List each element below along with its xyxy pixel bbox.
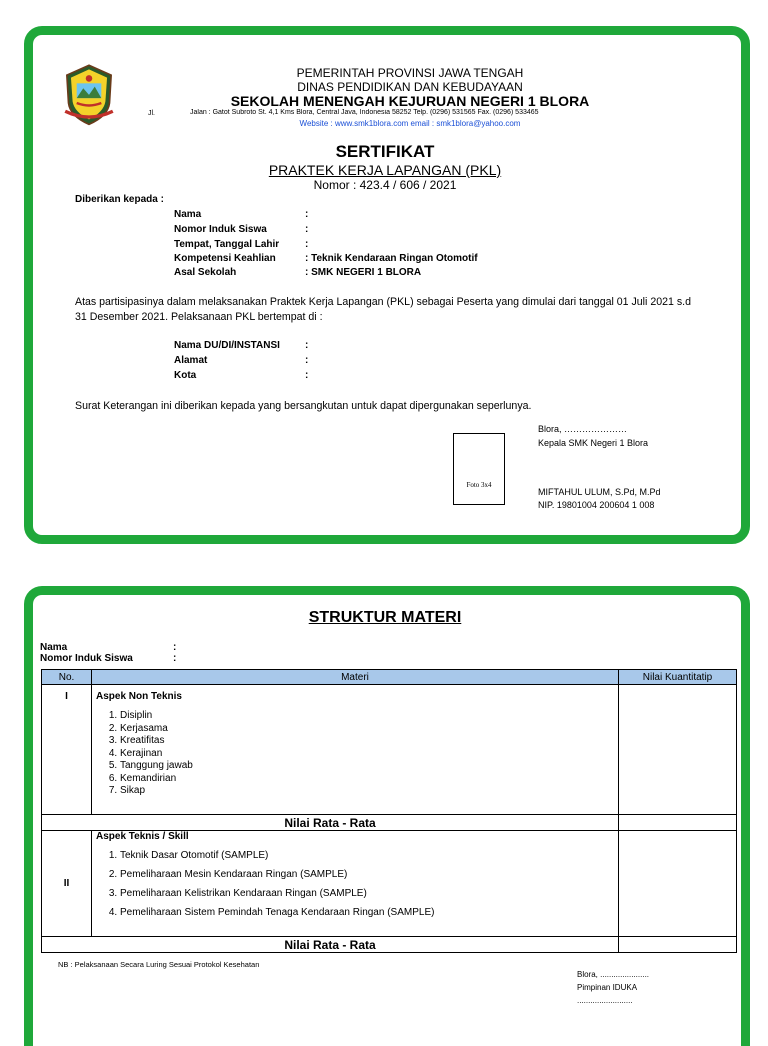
- iduka-position: Pimpinan IDUKA: [577, 983, 638, 992]
- field-value: :: [305, 239, 309, 250]
- struktur-title: STRUKTUR MATERI: [308, 609, 462, 626]
- field-label: Nama: [174, 209, 202, 220]
- iduka-signature-dots: .........................: [577, 996, 633, 1005]
- list-item: 3. Pemeliharaan Kelistrikan Kendaraan Ringan (SAMPLE): [120, 884, 614, 903]
- field-value: : SMK NEGERI 1 BLORA: [305, 267, 422, 278]
- field-label: Tempat, Tanggal Lahir: [174, 239, 280, 250]
- score-cell[interactable]: [619, 685, 737, 815]
- field-value: :: [305, 209, 309, 220]
- aspect-title: Aspek Teknis / Skill: [96, 831, 189, 842]
- field-value: : Teknik Kendaraan Ringan Otomotif: [305, 253, 478, 264]
- header-no: No.: [42, 670, 92, 685]
- item-list: [96, 710, 614, 798]
- signature-position: Kepala SMK Negeri 1 Blora: [538, 438, 649, 448]
- given-to-label: Diberikan kepada :: [75, 194, 164, 205]
- struktur-field-label: Nama: [40, 642, 68, 653]
- school-address: Jalan : Gatot Subroto St. 4,1 Kms Blora, Central Java, Indonesia 58252 Telp. (0296) 531565 Fax. (0296) 533465: [190, 109, 539, 116]
- iduka-place-date: Blora, ......................: [577, 970, 650, 979]
- header-line1: PEMERINTAH PROVINSI JAWA TENGAH: [296, 66, 524, 80]
- certificate-subtitle: PRAKTEK KERJA LAPANGAN (PKL): [268, 162, 502, 178]
- average-row: [42, 937, 737, 953]
- list-item: 7. Sikap: [120, 785, 614, 798]
- header-materi: Materi: [92, 670, 619, 685]
- paragraph-line1: Atas partisipasinya dalam melaksanakan Praktek Kerja Lapangan (PKL) sebagai Peserta yang dimulai dari tanggal 01 Juli 2021 s.d: [75, 296, 691, 308]
- paragraph-line2: 31 Desember 2021. Pelaksanaan PKL bertempat di :: [75, 311, 323, 323]
- school-website: Website : www.smk1blora.com email : smk1blora@yahoo.com: [299, 119, 521, 128]
- province-emblem-logo: [58, 62, 120, 126]
- place-field-value: :: [305, 340, 309, 351]
- struktur-field-value: :: [173, 642, 177, 653]
- average-score-cell[interactable]: [619, 937, 737, 953]
- place-field-label: Nama DU/DI/INSTANSI: [174, 340, 280, 351]
- certificate-title: SERTIFIKAT: [335, 142, 435, 161]
- average-score-cell[interactable]: [619, 815, 737, 831]
- section-number: II: [42, 831, 92, 937]
- note: NB : Pelaksanaan Secara Luring Sesuai Protokol Kesehatan: [58, 960, 260, 969]
- list-item: 1. Disiplin: [120, 710, 614, 723]
- struktur-field-value: :: [173, 653, 177, 664]
- section-materi: [92, 685, 619, 815]
- place-field-value: :: [305, 355, 309, 366]
- average-label: Nilai Rata - Rata: [42, 815, 619, 831]
- place-field-label: Alamat: [174, 355, 208, 366]
- list-item: 3. Kreatifitas: [120, 735, 614, 748]
- signatory-nip: NIP. 19801004 200604 1 008: [538, 500, 655, 510]
- photo-placeholder: [453, 433, 505, 505]
- struktur-field-label: Nomor Induk Siswa: [40, 653, 133, 664]
- school-name: SEKOLAH MENENGAH KEJURUAN NEGERI 1 BLORA: [230, 93, 590, 109]
- score-cell[interactable]: [619, 831, 737, 937]
- list-item: 5. Tanggung jawab: [120, 760, 614, 773]
- list-item: 6. Kemandirian: [120, 773, 614, 786]
- list-item: 4. Pemeliharaan Sistem Pemindah Tenaga Kendaraan Ringan (SAMPLE): [120, 903, 614, 922]
- table-header-row: [42, 670, 737, 685]
- average-label: Nilai Rata - Rata: [42, 937, 619, 953]
- field-value: :: [305, 224, 309, 235]
- field-label: Asal Sekolah: [174, 267, 237, 278]
- aspect-title: Aspek Non Teknis: [96, 691, 182, 702]
- list-item: 2. Pemeliharaan Mesin Kendaraan Ringan (SAMPLE): [120, 865, 614, 884]
- section-number: I: [42, 685, 92, 815]
- closing-statement: Surat Keterangan ini diberikan kepada yang bersangkutan untuk dapat dipergunakan seperlunya.: [75, 400, 532, 412]
- table-row: [42, 685, 737, 815]
- list-item: 4. Kerajinan: [120, 748, 614, 761]
- item-list: [96, 846, 614, 922]
- section-materi: [92, 831, 619, 937]
- header-nilai: Nilai Kuantitatip: [619, 670, 737, 685]
- list-item: 2. Kerjasama: [120, 723, 614, 736]
- table-row: [42, 831, 737, 937]
- place-field-label: Kota: [174, 370, 197, 381]
- certificate-number: Nomor : 423.4 / 606 / 2021: [313, 178, 457, 192]
- field-label: Nomor Induk Siswa: [174, 224, 267, 235]
- photo-label: Foto 3x4: [466, 481, 492, 489]
- header-line2: DINAS PENDIDIKAN DAN KEBUDAYAAN: [297, 80, 523, 94]
- place-field-value: :: [305, 370, 309, 381]
- signature-place-date: Blora, …………………: [538, 424, 628, 434]
- list-item: 1. Teknik Dasar Otomotif (SAMPLE): [120, 846, 614, 865]
- materi-table: [41, 669, 737, 953]
- jl-prefix: Jl.: [148, 110, 155, 117]
- signatory-name: MIFTAHUL ULUM, S.Pd, M.Pd: [538, 487, 661, 497]
- average-row: [42, 815, 737, 831]
- field-label: Kompetensi Keahlian: [174, 253, 276, 264]
